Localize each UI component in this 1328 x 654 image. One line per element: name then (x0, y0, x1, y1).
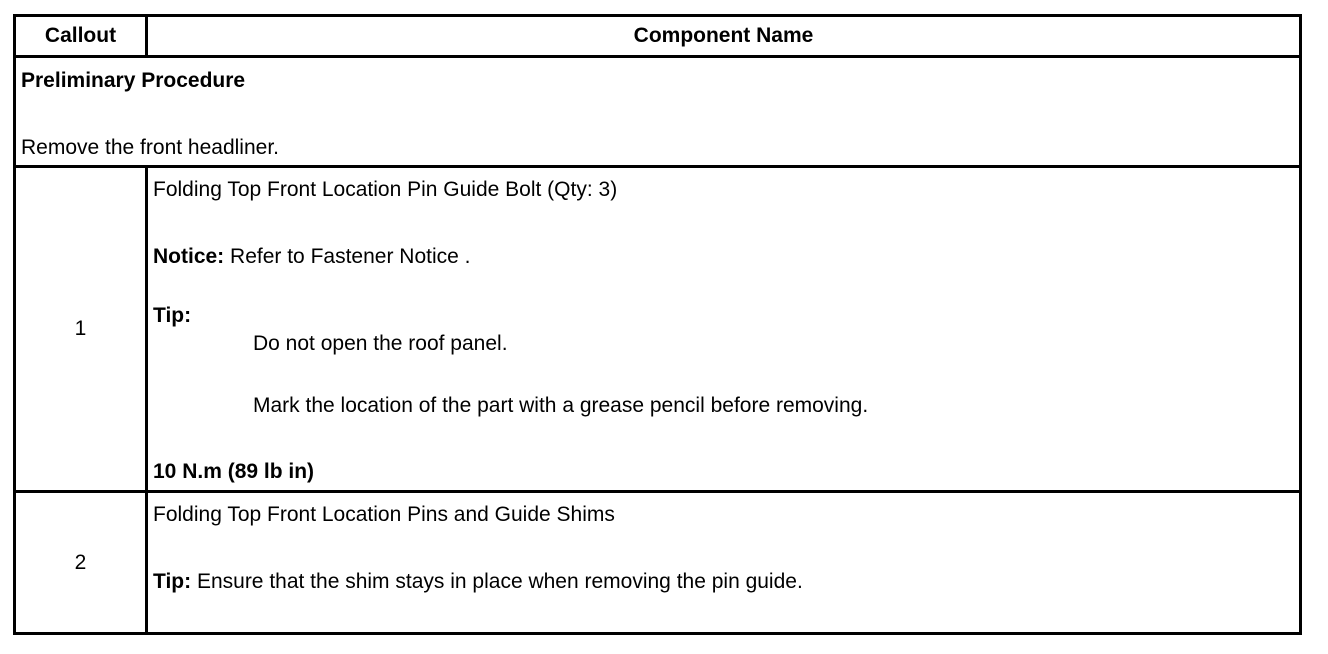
tip-label: Tip: (153, 304, 192, 327)
table-header-row (16, 17, 1299, 58)
callout-number: 2 (16, 493, 148, 632)
preliminary-procedure-heading: Preliminary Procedure (21, 69, 246, 92)
tip-line (153, 570, 803, 594)
table-row (16, 493, 1299, 632)
component-name: Folding Top Front Location Pin Guide Bolt (Qty: 3) (153, 178, 618, 201)
tip-item: Do not open the roof panel. (253, 332, 508, 355)
table-row (16, 168, 1299, 493)
component-name: Folding Top Front Location Pins and Guide Shims (153, 503, 615, 526)
component-cell (148, 168, 1299, 490)
tip-text: Ensure that the shim stays in place when removing the pin guide. (196, 570, 803, 593)
torque-spec: 10 N.m (89 lb in) (153, 460, 315, 483)
notice-text: Refer to Fastener Notice . (230, 245, 471, 268)
notice-line (153, 245, 470, 269)
procedure-table (13, 14, 1302, 635)
component-cell (148, 493, 1299, 632)
tip-item: Mark the location of the part with a grease pencil before removing. (253, 394, 869, 417)
callout-column-header: Callout (16, 17, 148, 55)
preliminary-procedure-row (16, 58, 1299, 168)
callout-number: 1 (16, 168, 148, 490)
preliminary-procedure-text: Remove the front headliner. (21, 136, 279, 159)
notice-label: Notice: (153, 245, 225, 268)
tip-label: Tip: (153, 570, 192, 593)
component-name-column-header: Component Name (633, 24, 814, 47)
